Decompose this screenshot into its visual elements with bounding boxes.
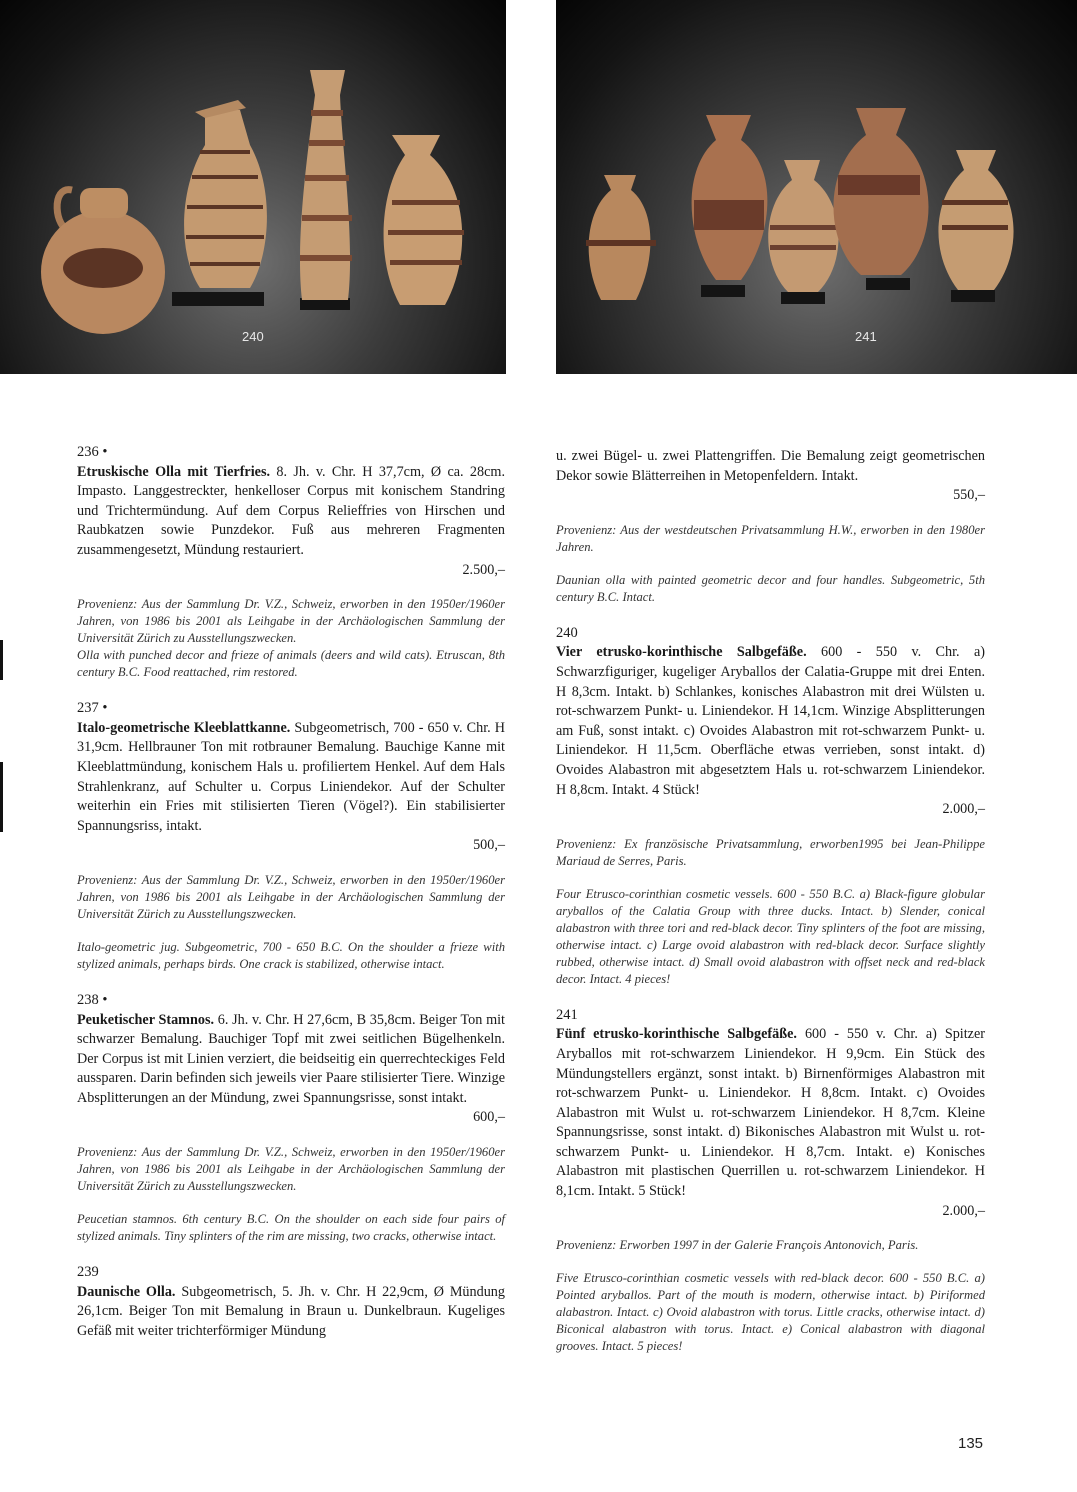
lot-text: Subgeometrisch, 700 - 650 v. Chr. H 31,9cm. Hellbrauner Ton mit rotbrauner Bemalung. Bauchige Kanne mit Kleeblattmündung, konischem Hals u. profiliertem Henkel. Auf dem Hals Strahlenkranz, auf Schulter u. Corpus Liniendekor. Auf der Schulter weiterhin ein Fries mit stilisierten Tieren (Vögel?). Ein stabilisierter Spannungsriss, intakt.: [77, 719, 505, 834]
photo-lot-240: [0, 0, 506, 374]
lot-240: [556, 624, 985, 988]
lot-description: [77, 463, 505, 561]
vessels-illustration-240: [0, 0, 506, 374]
lot-english: Four Etrusco-corinthian cosmetic vessels. 600 - 550 B.C. a) Black-figure globular aryballos of the Calatia Group with three ducks. Intact. b) Slender, conical alabastron with three tori and red-black decor. Tiny splinters of the foot are missing, otherwise intact. c) Large ovoid alabastron with red-black decor. Surface slightly rubbed, otherwise intact. d) Small ovoid alabastron with offset neck and red-black decor. Intact. 4 pieces!: [556, 886, 985, 986]
lot-number: 239: [77, 1264, 99, 1281]
vessels-illustration-241: [556, 0, 1077, 374]
lot-number: 238 •: [77, 991, 108, 1008]
lot-title: Daunische Olla.: [77, 1283, 176, 1300]
lot-number: 237 •: [77, 700, 108, 717]
lot-title: Italo-geometrische Kleeblattkanne.: [77, 719, 291, 736]
lot-title: Fünf etrusko-korinthische Salbgefäße.: [556, 1026, 797, 1043]
lot-241: [556, 1006, 985, 1356]
lot-text: Subgeometrisch, 5. Jh. v. Chr. H 22,9cm, Ø Mündung 26,1cm. Beiger Ton mit Bemalung in Braun u. Dunkelbraun. Kugeliges Gefäß mit weiter trichterförmiger Mündung: [77, 1283, 505, 1339]
lot-english: Five Etrusco-corinthian cosmetic vessels with red-black decor. 600 - 550 B.C. a) Pointed aryballos. Part of the mouth is modern, otherwise intact. b) Piriformed alabastron. Intact. c) Ovoid alabastron with torus. Little cracks, otherwise intact. d) Biconical alabastron with torus. Intact. e) Conical alabastron with diagonal grooves. Intact. 5 pieces!: [556, 1271, 985, 1354]
left-column: [77, 443, 505, 1359]
edge-mark: [0, 640, 3, 680]
lot-text: 6. Jh. v. Chr. H 27,6cm, B 35,8cm. Beiger Ton mit schwarzer Bemalung. Bauchiger Topf mit zwei seitlichen Bügelhenkeln. Der Corpus ist mit Linien verziert, die beidseitig ein querrechteckiges Feld aussparen. Darin befinden sich jeweils vier Paare stilisierter Tiere. Winzige Absplitterungen an der Mündung, zwei Spannungsrisse, sonst intakt.: [77, 1011, 505, 1106]
lot-description: [77, 719, 505, 837]
lot-price: 2.000,–: [942, 801, 985, 818]
lot-provenance: Provenienz: Ex französische Privatsammlung, erworben1995 bei Jean-Philippe Mariaud de Serres, Paris.: [556, 836, 985, 868]
lot-provenance: Provenienz: Aus der Sammlung Dr. V.Z., Schweiz, erworben in den 1950er/1960er Jahren, von 1986 bis 2001 als Leihgabe in der Archäologischen Sammlung der Universität Zürich zu Ausstellungszwecken.: [77, 872, 505, 921]
lot-description: [556, 643, 985, 800]
lot-provenance: Provenienz: Aus der westdeutschen Privatsammlung H.W., erworben in den 1980er Jahren.: [556, 522, 985, 554]
photo-label: 240: [242, 329, 264, 344]
lot-number: 240: [556, 624, 578, 641]
lot-price: 2.500,–: [462, 561, 505, 578]
lot-description: u. zwei Bügel- u. zwei Plattengriffen. Die Bemalung zeigt geometrischen Dekor sowie Blätterreihen in Metopenfeldern. Intakt.: [556, 448, 985, 484]
lot-price: 2.000,–: [942, 1202, 985, 1219]
lot-description: [556, 1025, 985, 1201]
lot-238: [77, 991, 505, 1245]
lot-english: Olla with punched decor and frieze of animals (deers and wild cats). Etruscan, 8th century B.C. Food reattached, rim restored.: [77, 648, 505, 680]
lot-text: 600 - 550 v. Chr. a) Schwarzfiguriger, kugeliger Aryballos der Calatia-Gruppe mit drei Enten. H 8,3cm. Intakt. b) Schlankes, konisches Alabastron mit drei Wülsten u. rot-schwarzem Punkt- u. Liniendekor. H 14,1cm. Winzige Absplitterungen am Fuß, sonst intakt. c) Ovoides Alabastron mit rot-schwarzem Punkt- u. Liniendekor. H 11,5cm. Oberfläche etwas verrieben, sonst intakt. d) Ovoides Alabastron mit abgesetztem Hals u. rot-schwarzem Liniendekor. H 8,8cm. Intakt. 4 Stück!: [556, 644, 985, 798]
photo-lot-241: [556, 0, 1077, 374]
lot-price: 600,–: [473, 1109, 505, 1126]
lot-number: 236 •: [77, 444, 108, 460]
lot-239-continued: [556, 447, 985, 606]
lot-title: Etruskische Olla mit Tierfries.: [77, 463, 271, 480]
lot-price: 500,–: [473, 837, 505, 854]
lot-english: Peucetian stamnos. 6th century B.C. On the shoulder on each side four pairs of stylized animals. Tiny splinters of the rim are missing, two cracks, otherwise intact.: [77, 1212, 505, 1244]
lot-number: 241: [556, 1006, 578, 1023]
photo-label: 241: [855, 329, 877, 344]
page-number: 135: [958, 1435, 984, 1452]
lot-237: [77, 699, 505, 973]
lot-239: [77, 1263, 505, 1341]
lot-english: Daunian olla with painted geometric decor and four handles. Subgeometric, 5th century B.C. Intact.: [556, 572, 985, 604]
lot-title: Peuketischer Stamnos.: [77, 1011, 215, 1028]
edge-mark: [0, 762, 3, 832]
lot-title: Vier etrusko-korinthische Salbgefäße.: [556, 644, 807, 661]
lot-provenance: Provenienz: Aus der Sammlung Dr. V.Z., Schweiz, erworben in den 1950er/1960er Jahren, von 1986 bis 2001 als Leihgabe in der Archäologischen Sammlung der Universität Zürich zu Ausstellungszwecken.: [77, 597, 505, 646]
lot-text: 8. Jh. v. Chr. H 37,7cm, Ø ca. 28cm. Impasto. Langgestreckter, henkelloser Corpus mit konischem Standring und Trichtermündung. Auf dem Corpus Relieffries von Hirschen und Raubkatzen sowie Punzdekor. Fuß aus mehreren Fragmenten zusammengesetzt, Mündung restauriert.: [77, 463, 505, 558]
lot-text: 600 - 550 v. Chr. a) Spitzer Aryballos mit rot-schwarzem Liniendekor. H 9,9cm. Ein Stück des Mündungstellers ergänzt, sonst intakt. b) Birnenförmiges Alabastron mit rot-schwarzem Punkt- u. Liniendekor. H 8,8cm. Intakt. c) Ovoides Alabastron mit Wulst u. rot-schwarzem Liniendekor. H 8,7cm. Kleine Spannungsrisse, sonst intakt. d) Bikonisches Alabastron mit Wulst u. rot-schwarzem Punkt- u. Liniendekor. H 8,7cm. Intakt. e) Konisches Alabastron mit plastischen Querrillen u. rot-schwarzem Liniendekor. H 8,1cm. Intakt. 5 Stück!: [556, 1026, 985, 1200]
lot-description: [77, 1011, 505, 1109]
lot-english: Italo-geometric jug. Subgeometric, 700 - 650 B.C. On the shoulder a frieze with stylized animals, perhaps birds. One crack is stabilized, otherwise intact.: [77, 939, 505, 971]
lot-provenance: Provenienz: Erworben 1997 in der Galerie François Antonovich, Paris.: [556, 1238, 919, 1253]
right-column: [556, 447, 985, 1373]
lot-price: 550,–: [953, 487, 985, 504]
lot-236: [77, 443, 505, 681]
lot-provenance: Provenienz: Aus der Sammlung Dr. V.Z., Schweiz, erworben in den 1950er/1960er Jahren, von 1986 bis 2001 als Leihgabe in der Archäologischen Sammlung der Universität Zürich zu Ausstellungszwecken.: [77, 1145, 505, 1194]
lot-description: [77, 1283, 505, 1342]
